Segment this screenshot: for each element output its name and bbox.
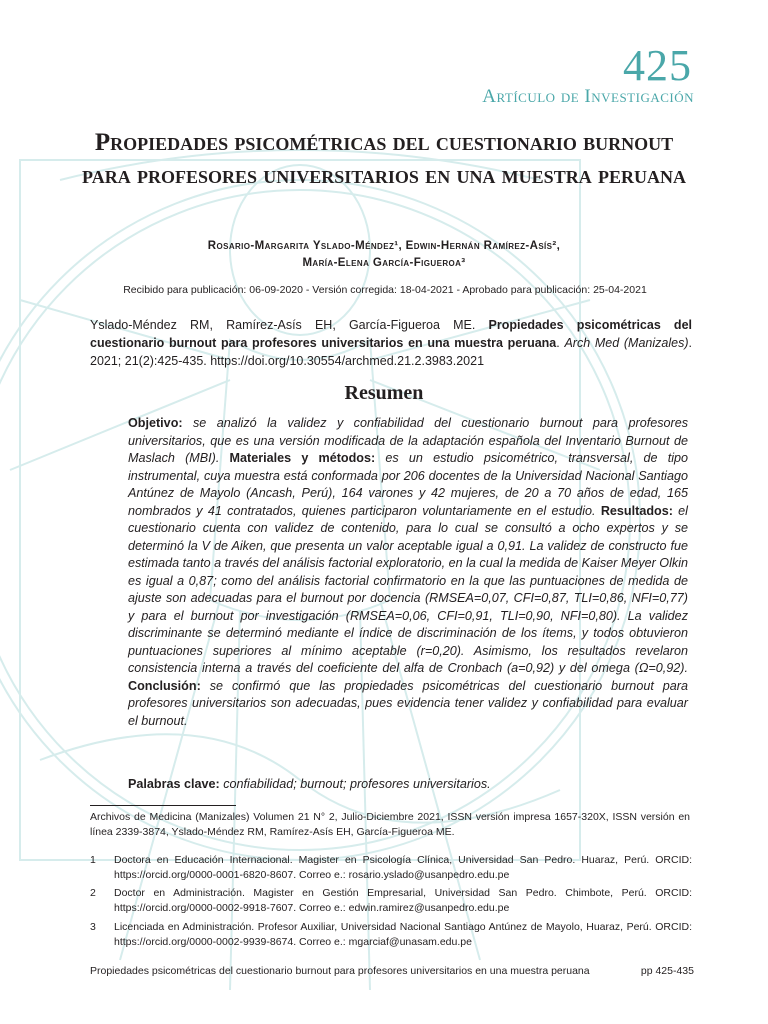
section-label: Artículo de Investigación: [482, 86, 694, 107]
journal-info: Archivos de Medicina (Manizales) Volumen 21 N° 2, Julio-Diciembre 2021, ISSN versión impresa 1657-320X, ISSN versión en línea 2339-3874, Yslado-Méndez RM, Ramírez-Asís EH, García-Figueroa ME.: [90, 811, 690, 838]
footnote: [90, 886, 692, 916]
results-text: el cuestionario cuenta con validez de contenido, para lo cual se consultó a ocho expertos y se determinó la V de Aiken, que presenta un valor aceptable igual a 0,91. La validez de constructo fue estimada tanto a través del análisis factorial exploratorio, en la cual la medida de Kaiser Meyer Olkin es igual a 0,87; como del análisis factorial confirmatorio en la que las puntuaciones de medida de ajuste son adecuadas para el burnout por docencia (RMSEA=0,07, CFI=0,87, TLI=0,86, NFI=0,77) y para el burnout por investigación (RMSEA=0,06, CFI=0,91, TLI=0,90, NFI=0,80). La validez discriminante se determinó mediante el índice de discriminación de los ítems, y todos obtuvieron puntuaciones superiores al mínimo aceptable (r=0,20). Asimismo, los resultados revelaron consistencia interna a través del coeficiente del alfa de Cronbach (a=0,92) y del omega (Ω=0,92).: [128, 503, 689, 675]
footnote-text: Doctora en Educación Internacional. Magister en Psicología Clínica, Universidad San Pedro. Huaraz, Perú. ORCID: https://orcid.org/0000-0001-6820-8607. Correo e.: rosario.yslado@usanpedro.edu.pe: [114, 854, 692, 881]
keywords-text: confiabilidad; burnout; profesores universitarios.: [219, 777, 491, 791]
footnote: [90, 920, 692, 950]
article-title: Propiedades psicométricas del cuestionario burnout para profesores universitarios en una muestra peruana: [82, 129, 686, 189]
footnote-number: 3: [90, 921, 96, 933]
keywords: [128, 776, 688, 793]
keywords-label: Palabras clave:: [128, 777, 220, 791]
page-number: 425: [623, 41, 692, 90]
page-footer: [90, 965, 694, 977]
objective-text: se analizó la validez y confiabilidad del cuestionario burnout para profesores universitarios, que es una versión modificada de la adaptación española del Inventario Burnout de Maslach (MBI).: [128, 416, 688, 465]
footnote: [90, 853, 692, 883]
author-line-2: María-Elena García-Figueroa³: [302, 257, 466, 269]
footnote-divider: [90, 805, 236, 806]
footnote-number: 2: [90, 887, 96, 899]
citation-authors: Yslado-Méndez RM, Ramírez-Asís EH, García-Figueroa ME.: [90, 318, 476, 332]
footnote-number: 1: [90, 854, 96, 866]
citation: Yslado-Méndez RM, Ramírez-Asís EH, García-Figueroa ME. Propiedades psicométricas del cuestionario burnout para profesores universitarios en una muestra peruana. Arch Med (Manizales). 2021; 21(2):425-435. https://doi.org/10.30554/archmed.21.2.3983.2021: [90, 318, 692, 368]
conclusion-text: se confirmó que las propiedades psicométricas del cuestionario burnout para profesores universitarios son adecuadas, pues evidencia tener validez y confiabilidad para evaluar el burnout.: [128, 678, 688, 728]
author-list: [90, 238, 678, 272]
page-range: pp 425-435: [640, 965, 694, 977]
abstract-body: [128, 415, 688, 730]
citation-title: Propiedades psicométricas del cuestionario burnout para profesores universitarios en una muestra peruana: [90, 318, 692, 350]
abstract-heading: Resumen: [344, 382, 424, 404]
methods-text: es un estudio psicométrico, transversal, de tipo instrumental, cuya muestra está conformada por 206 docentes de la Universidad Nacional Santiago Antúnez de Mayolo (Ancash, Perú), 164 varones y 42 mujeres, de 20 a 70 años de edad, 165 nombrados y 41 contratados, quienes participaron voluntariamente en el estudio.: [128, 451, 689, 518]
citation-journal: Arch Med (Manizales): [564, 336, 689, 350]
running-title: Propiedades psicométricas del cuestionario burnout para profesores universitarios en una muestra peruana: [90, 965, 590, 977]
results-label: Resultados:: [600, 503, 673, 518]
author-line-1: Rosario-Margarita Yslado-Méndez¹, Edwin-Hernán Ramírez-Asís²,: [207, 240, 561, 252]
footnote-text: Doctor en Administración. Magister en Gestión Empresarial, Universidad San Pedro. Chimbote, Perú. ORCID: https://orcid.org/0000-0002-9918-7607. Correo e.: edwin.ramirez@usanpedro.edu.pe: [114, 887, 692, 914]
conclusion-label: Conclusión:: [128, 678, 201, 693]
methods-label: Materiales y métodos:: [229, 451, 376, 465]
objective-label: Objetivo:: [128, 416, 183, 430]
footnote-text: Licenciada en Administración. Profesor Auxiliar, Universidad Nacional Santiago Antúnez de Mayolo, Huaraz, Perú. ORCID: https://orcid.org/0000-0002-9939-8674. Correo e.: mgarciaf@unasam.edu.pe: [114, 921, 692, 948]
citation-details: . 2021; 21(2):425-435. https://doi.org/10.30554/archmed.21.2.3983.2021: [90, 336, 692, 368]
publication-dates: Recibido para publicación: 06-09-2020 - Versión corregida: 18-04-2021 - Aprobado para publicación: 25-04-2021: [123, 284, 647, 296]
